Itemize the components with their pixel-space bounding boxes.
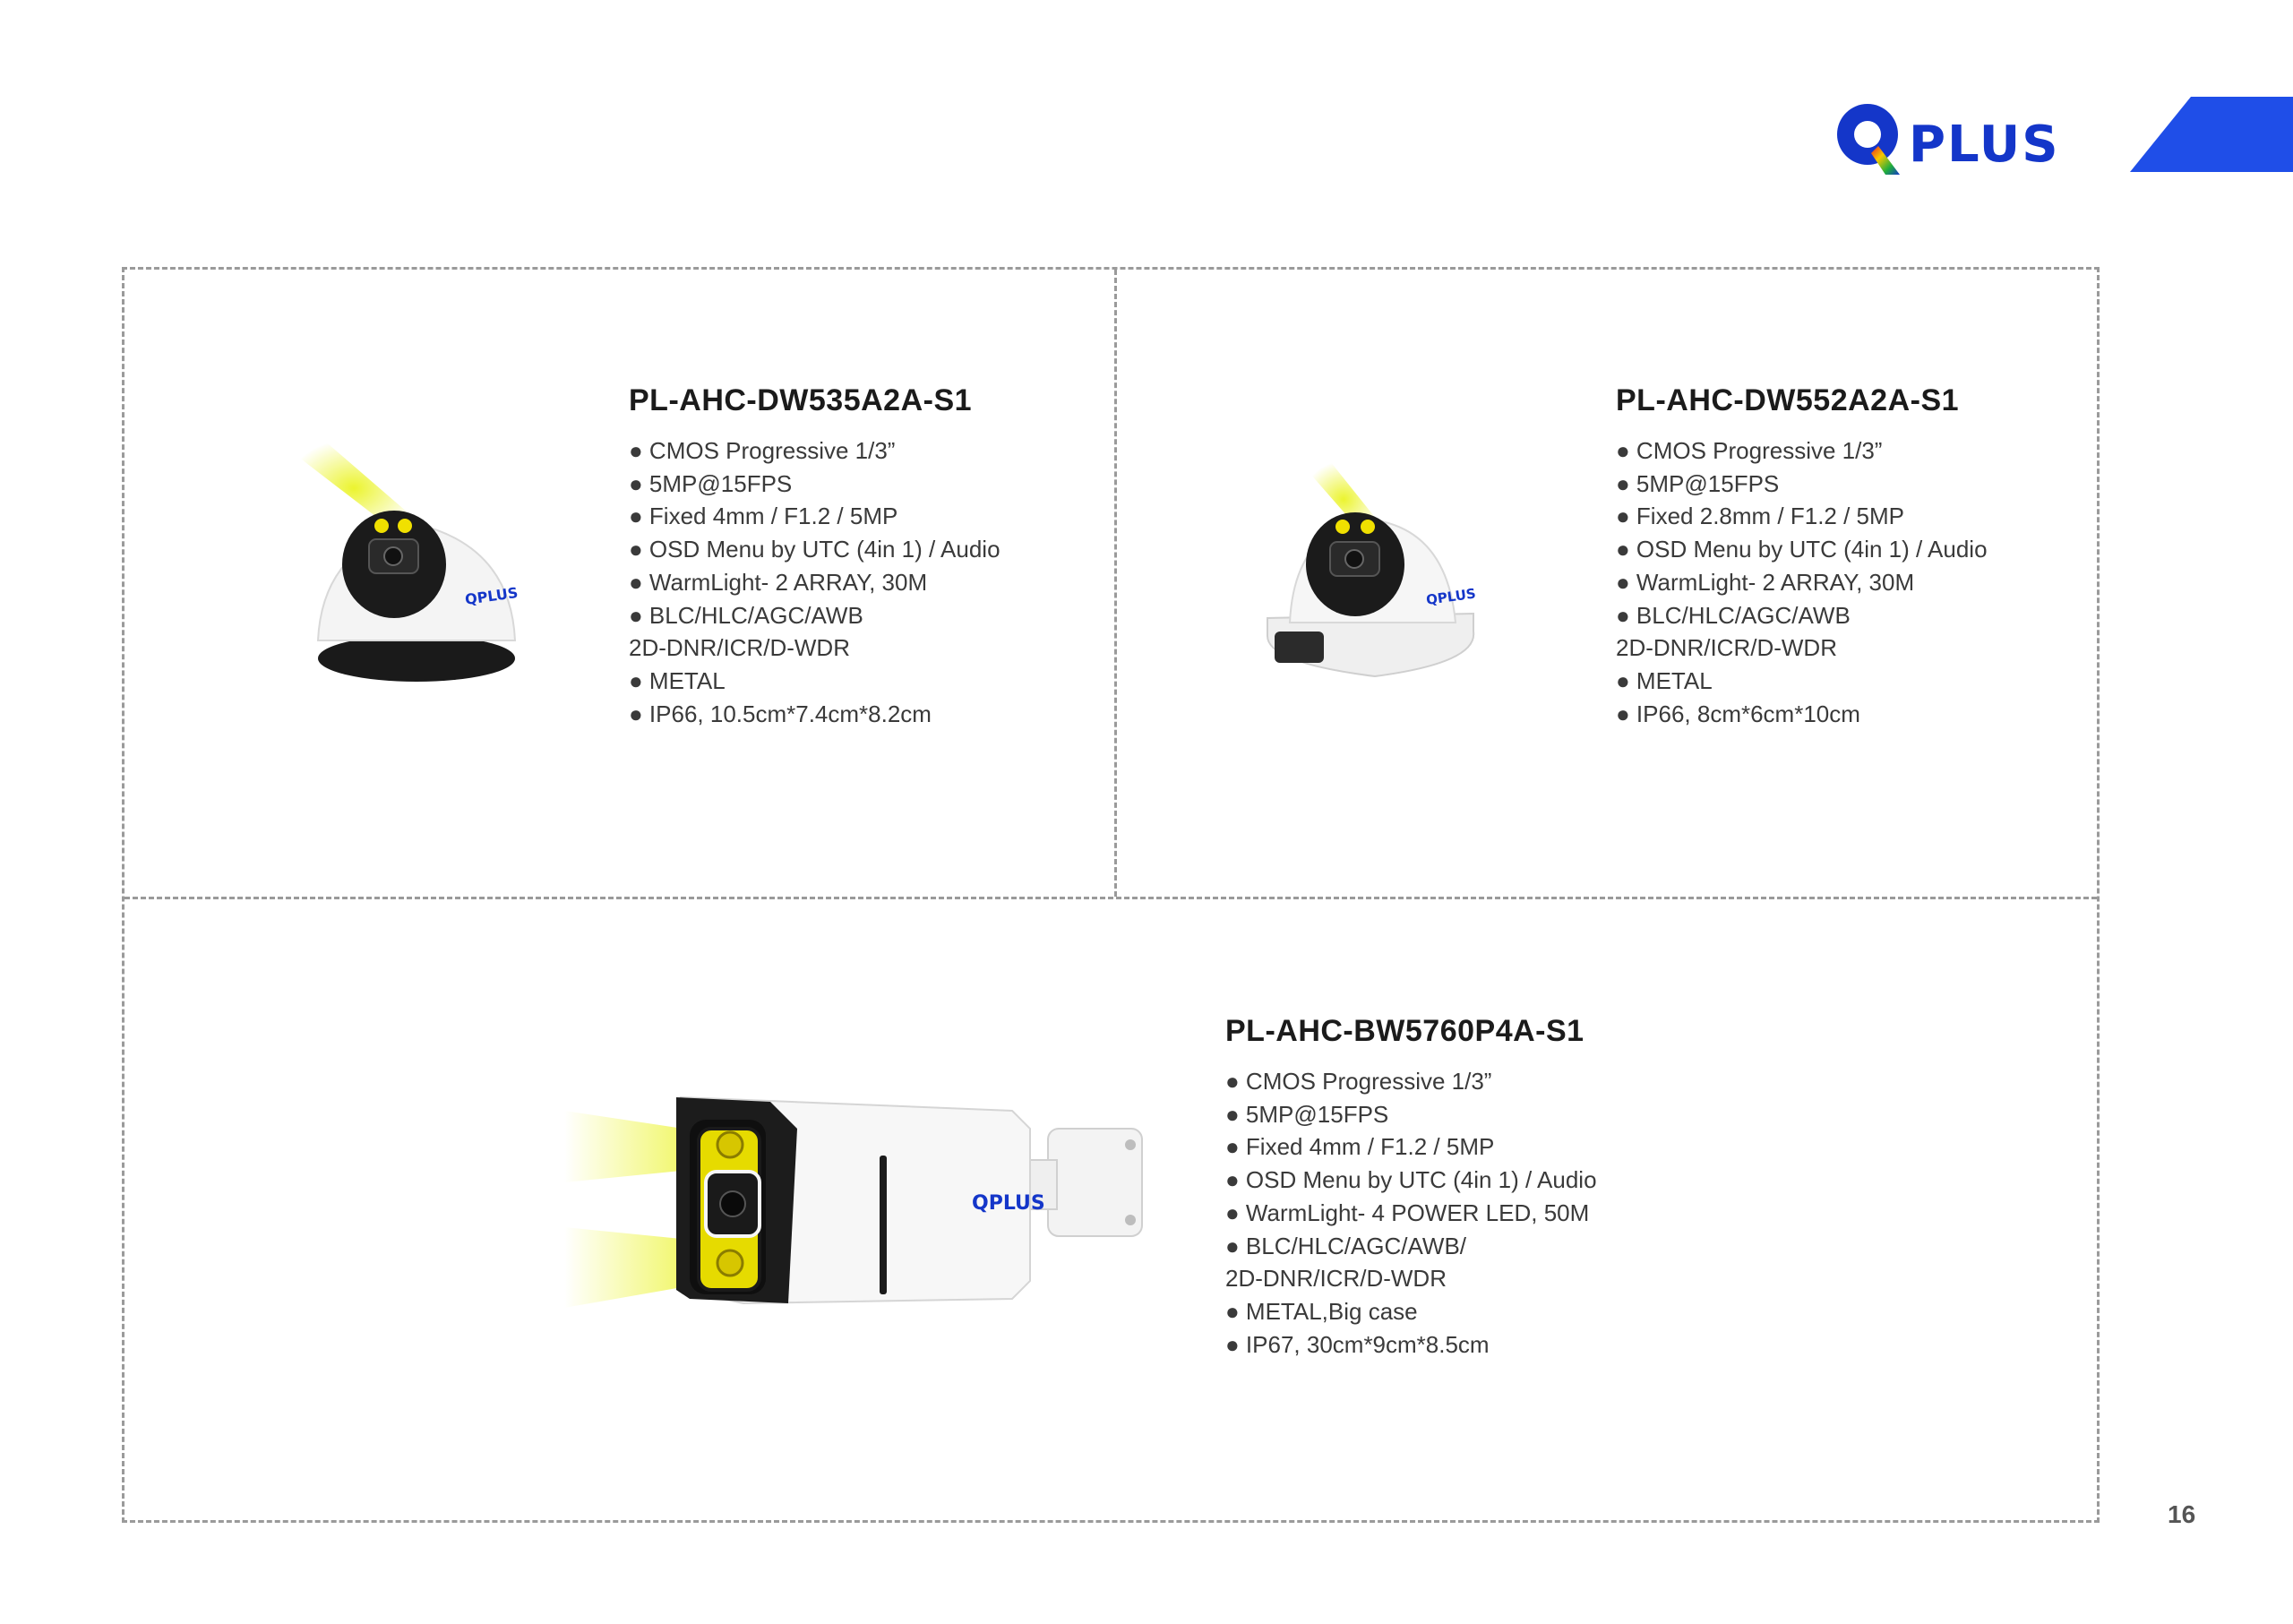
spec-item: ● 5MP@15FPS	[629, 469, 793, 497]
spec-list	[1225, 1065, 1597, 1361]
svg-text:QPLUS: QPLUS	[972, 1192, 1045, 1215]
spec-list	[629, 434, 1001, 730]
spec-item: 2D-DNR/ICR/D-WDR	[1616, 634, 1837, 662]
spec-item: 2D-DNR/ICR/D-WDR	[629, 634, 850, 662]
product-model-title: PL-AHC-DW535A2A-S1	[629, 383, 973, 417]
product-model-title: PL-AHC-BW5760P4A-S1	[1225, 1014, 1584, 1048]
dome-camera-icon	[269, 439, 537, 699]
corner-accent-shape	[2130, 97, 2293, 172]
spec-item: ● METAL,Big case	[1225, 1297, 1418, 1325]
spec-item: ● 5MP@15FPS	[1616, 469, 1780, 497]
spec-item: ● BLC/HLC/AGC/AWB/	[1225, 1232, 1467, 1259]
spec-list	[1616, 434, 1988, 730]
spec-item: ● IP67, 30cm*9cm*8.5cm	[1225, 1330, 1490, 1358]
spec-item: ● OSD Menu by UTC (4in 1) / Audio	[1616, 536, 1988, 563]
spec-item: ● WarmLight- 2 ARRAY, 30M	[1616, 568, 1915, 596]
spec-item: ● OSD Menu by UTC (4in 1) / Audio	[1225, 1166, 1597, 1194]
spec-item: ● OSD Menu by UTC (4in 1) / Audio	[629, 536, 1001, 563]
spec-item: ● BLC/HLC/AGC/AWB	[629, 601, 863, 629]
spec-item: ● Fixed 4mm / F1.2 / 5MP	[629, 503, 898, 530]
product-model-title: PL-AHC-DW552A2A-S1	[1616, 383, 1960, 417]
spec-item: ● CMOS Progressive 1/3”	[629, 437, 896, 464]
spec-item: ● IP66, 10.5cm*7.4cm*8.2cm	[629, 700, 932, 727]
page-number: 16	[2168, 1500, 2196, 1528]
spec-item: ● METAL	[629, 666, 726, 694]
spec-item: ● WarmLight- 2 ARRAY, 30M	[629, 568, 928, 596]
product-spec-1	[629, 383, 1001, 730]
spec-item: ● Fixed 2.8mm / F1.2 / 5MP	[1616, 503, 1905, 530]
spec-item: ● BLC/HLC/AGC/AWB	[1616, 601, 1851, 629]
product-spec-2	[1616, 383, 1988, 730]
spec-item: 2D-DNR/ICR/D-WDR	[1225, 1265, 1447, 1293]
horizontal-divider	[125, 897, 2097, 899]
svg-text:QPLUS: QPLUS	[463, 583, 520, 608]
spec-item: ● Fixed 4mm / F1.2 / 5MP	[1225, 1133, 1495, 1161]
spec-item: ● CMOS Progressive 1/3”	[1616, 437, 1883, 464]
svg-text:QPLUS: QPLUS	[1425, 585, 1477, 608]
logo-text: PLUS	[1909, 116, 2060, 174]
bullet-camera-icon	[564, 1075, 1155, 1344]
dome-camera-icon	[1250, 457, 1491, 699]
qplus-logo	[1832, 94, 2083, 179]
spec-item: ● METAL	[1616, 666, 1713, 694]
product-spec-3	[1225, 1014, 1597, 1361]
vertical-divider	[1114, 270, 1117, 897]
spec-item: ● WarmLight- 4 POWER LED, 50M	[1225, 1199, 1590, 1226]
spec-item: ● IP66, 8cm*6cm*10cm	[1616, 700, 1860, 727]
spec-item: ● CMOS Progressive 1/3”	[1225, 1068, 1492, 1095]
spec-item: ● 5MP@15FPS	[1225, 1100, 1389, 1128]
